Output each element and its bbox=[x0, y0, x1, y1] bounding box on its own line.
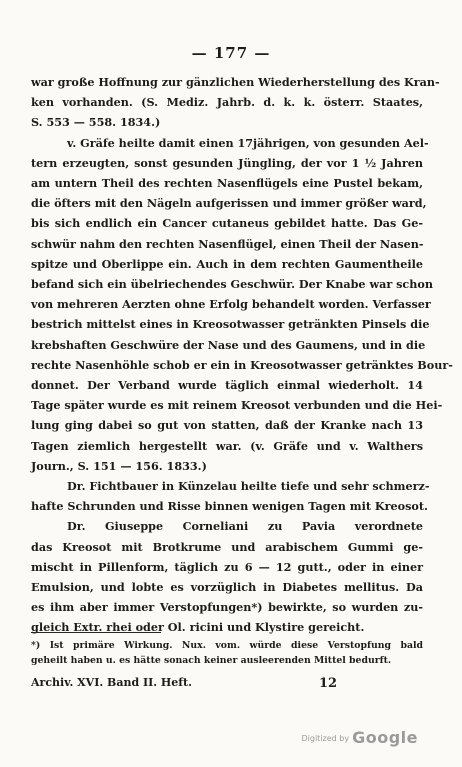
footnote-rule bbox=[31, 632, 161, 633]
google-watermark bbox=[301, 728, 418, 747]
text-line: v. Gräfe heilte damit einen 17jährigen, von gesunden Ael- bbox=[67, 135, 429, 150]
text-line: lung ging dabei so gut von statten, daß der Kranke nach 13 bbox=[31, 418, 423, 433]
text-line: spitze und Oberlippe ein. Auch in dem rechten Gaumentheile bbox=[31, 256, 423, 271]
text-line: die öfters mit den Nägeln aufgerissen und immer größer ward, bbox=[31, 196, 427, 211]
page-number-header: — 177 — bbox=[191, 44, 271, 62]
text-line: hafte Schrunden und Risse binnen wenigen Tagen mit Kreosot. bbox=[31, 499, 428, 514]
footnote-line: geheilt haben u. es hätte sonach keiner ausleerenden Mittel bedurft. bbox=[31, 655, 392, 666]
text-line: gleich Extr. rhei oder Ol. ricini und Klystire gereicht. bbox=[31, 620, 365, 635]
text-line: Dr. Fichtbauer in Künzelau heilte tiefe und sehr schmerz- bbox=[67, 479, 430, 494]
text-line: ken vorhanden. (S. Mediz. Jahrb. d. k. k. österr. Staates, bbox=[31, 95, 423, 110]
text-line: tern erzeugten, sonst gesunden Jüngling, der vor 1 ½ Jahren bbox=[31, 155, 423, 170]
text-line: das Kreosot mit Brotkrume und arabischem Gummi ge- bbox=[31, 539, 423, 554]
text-line: Journ., S. 151 — 156. 1833.) bbox=[31, 458, 207, 473]
text-line: war große Hoffnung zur gänzlichen Wiederherstellung des Kran- bbox=[31, 75, 440, 89]
footnote-line: *) Ist primäre Wirkung. Nux. vom. würde diese Verstopfung bald bbox=[31, 640, 423, 651]
text-line: Tage später wurde es mit reinem Kreosot verbunden und die Hei- bbox=[31, 398, 443, 413]
text-line: Tagen ziemlich hergestellt war. (v. Gräfe und v. Walthers bbox=[31, 438, 423, 453]
text-line: bestrich mittelst eines in Kreosotwasser getränkten Pinsels die bbox=[31, 317, 430, 332]
text-line: bis sich endlich ein Cancer cutaneus gebildet hatte. Das Ge- bbox=[31, 216, 423, 231]
body-text bbox=[31, 72, 453, 638]
text-line: mischt in Pillenform, täglich zu 6 — 12 gutt., oder in einer bbox=[31, 559, 423, 574]
footnote bbox=[31, 638, 423, 668]
text-line: von mehreren Aerzten ohne Erfolg behandelt worden. Verfasser bbox=[31, 297, 431, 312]
google-logo: Google bbox=[352, 728, 418, 747]
text-line: es ihm aber immer Verstopfungen*) bewirkte, so wurden zu- bbox=[31, 600, 423, 615]
text-line: Emulsion, und lobte es vorzüglich in Diabetes mellitus. Da bbox=[31, 580, 423, 595]
text-line: schwür nahm den rechten Nasenflügel, einen Theil der Nasen- bbox=[31, 236, 424, 251]
signature-line bbox=[31, 676, 423, 689]
text-line: befand sich ein übelriechendes Geschwür. Der Knabe war schon bbox=[31, 277, 433, 292]
signature-mark: Archiv. XVI. Band II. Heft. bbox=[31, 676, 192, 689]
signature-number: 12 bbox=[319, 676, 338, 691]
text-line: krebshaften Geschwüre der Nase und des Gaumens, und in die bbox=[31, 337, 426, 352]
text-line: am untern Theil des rechten Nasenflügels eine Pustel bekam, bbox=[31, 176, 423, 191]
text-line: S. 553 — 558. 1834.) bbox=[31, 115, 161, 130]
text-line: Dr. Giuseppe Corneliani zu Pavia verordnete bbox=[67, 519, 423, 534]
text-line: donnet. Der Verband wurde täglich einmal wiederholt. 14 bbox=[31, 378, 423, 393]
watermark-digitized-text: Digitized by bbox=[301, 734, 350, 743]
text-line: rechte Nasenhöhle schob er ein in Kreosotwasser getränktes Bour- bbox=[31, 357, 453, 372]
